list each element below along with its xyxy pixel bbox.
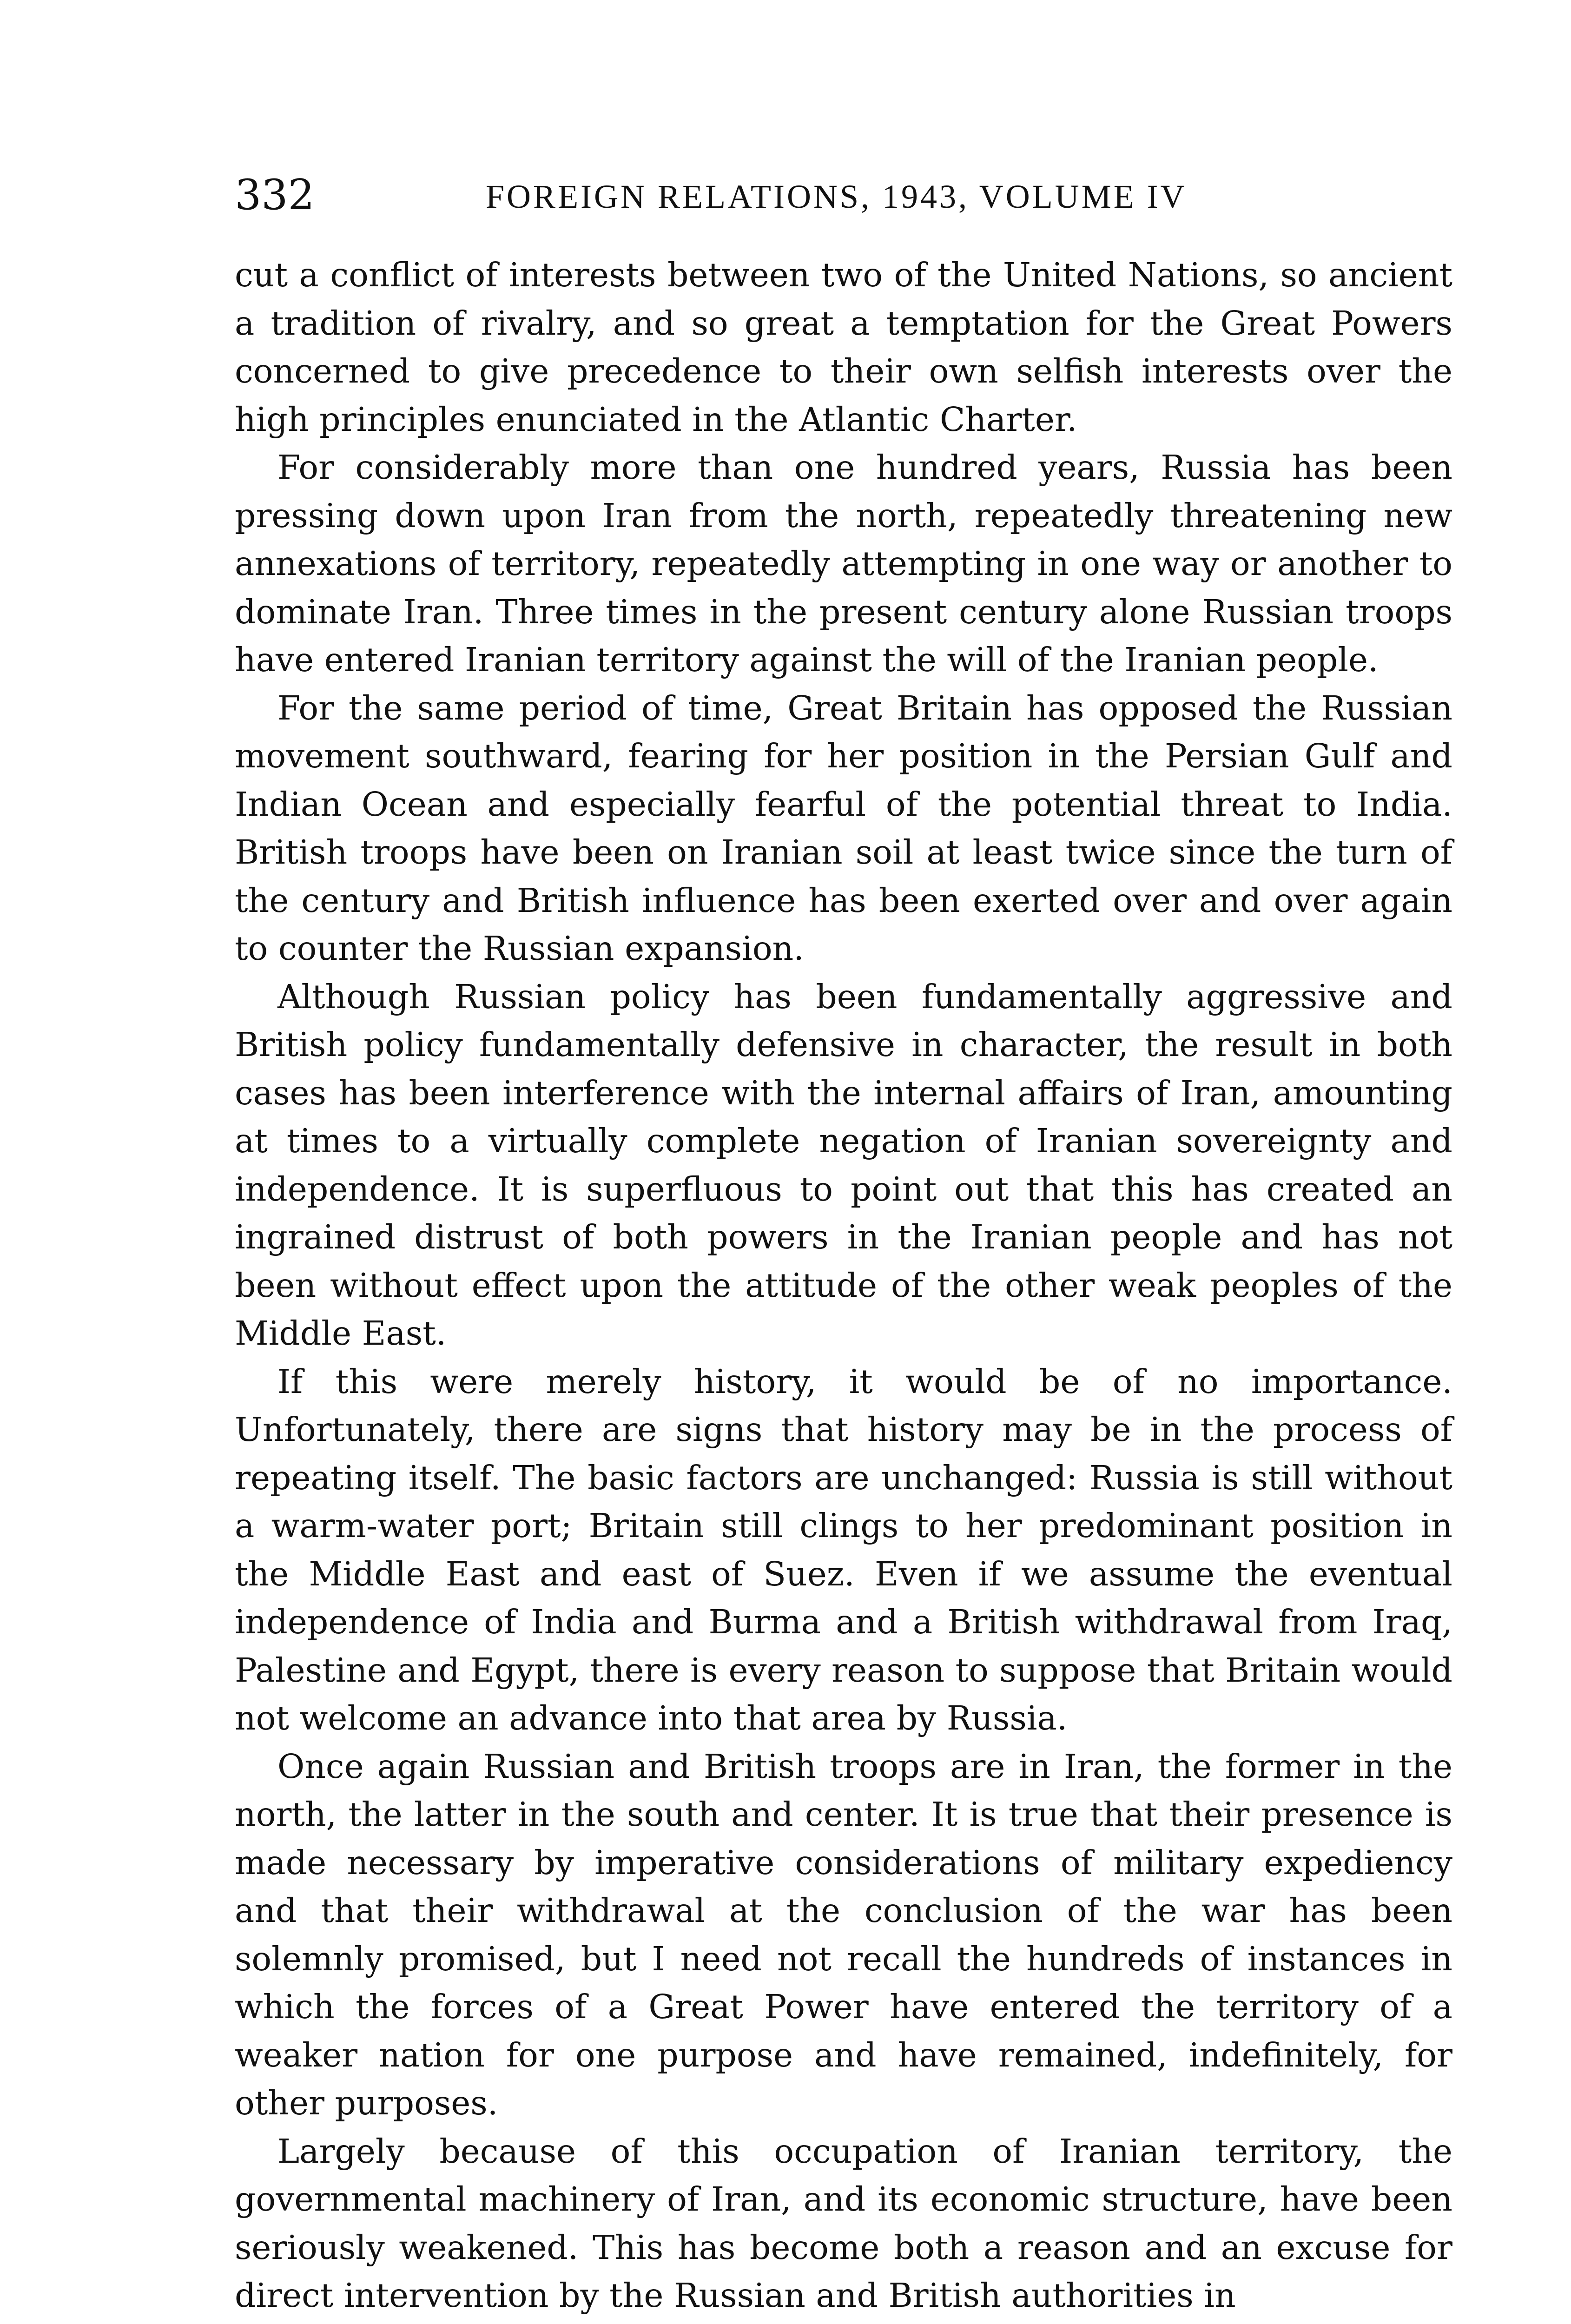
body-text [235,251,1452,2320]
paragraph: Largely because of this occupation of Iranian territory, the governmental machinery of Iran, and its economic structure, have been seriously weakened. This has become both a reason and an excuse for direct intervention by the Russian and British authorities in [235,2132,1452,2315]
page-header [235,167,1452,223]
page-number: 332 [235,171,315,219]
paragraph: Once again Russian and British troops are in Iran, the former in the north, the latter in the south and center. It is true that their presence is made necessary by imperative considerations of military expediency and that their withdrawal at the conclusion of the war has been solemnly promised, but I need not recall the hundreds of instances in which the forces of a Great Power have entered the territory of a weaker nation for one purpose and have remained, indefinitely, for other purposes. [235,1747,1452,2122]
paragraph: cut a conflict of interests between two of the United Nations, so ancient a tradition of rivalry, and so great a temptation for the Great Powers concerned to give precedence to their own selfish interests over the high principles enunciated in the Atlantic Charter. [235,256,1452,439]
paragraph: If this were merely history, it would be of no importance. Unfortunately, there are signs that history may be in the process of repeating itself. The basic factors are unchanged: Russia is still without a warm-water port; Britain still clings to her predominant position in the Middle East and east of Suez. Even if we assume the eventual independence of India and Burma and a British withdrawal from Iraq, Palestine and Egypt, there is every reason to suppose that Britain would not welcome an advance into that area by Russia. [235,1362,1452,1737]
paragraph: For considerably more than one hundred years, Russia has been pressing down upon Iran from the north, repeatedly threatening new annexations of territory, repeatedly attempting in one way or another to dominate Iran. Three times in the present century alone Russian troops have entered Iranian territory against the will of the Iranian people. [235,448,1452,679]
paragraph: Although Russian policy has been fundamentally aggressive and British policy fundamentally defensive in character, the result in both cases has been interference with the internal affairs of Iran, amounting at times to a virtually complete negation of Iranian sovereignty and independence. It is superfluous to point out that this has created an ingrained distrust of both powers in the Iranian people and has not been without effect upon the attitude of the other weak peoples of the Middle East. [235,977,1452,1353]
running-head: FOREIGN RELATIONS, 1943, VOLUME IV [486,178,1187,215]
paragraph: For the same period of time, Great Britain has opposed the Russian movement southward, fearing for her position in the Persian Gulf and Indian Ocean and especially fearful of the potential threat to India. British troops have been on Iranian soil at least twice since the turn of the century and British influence has been exerted over and over again to counter the Russian expansion. [235,688,1452,968]
